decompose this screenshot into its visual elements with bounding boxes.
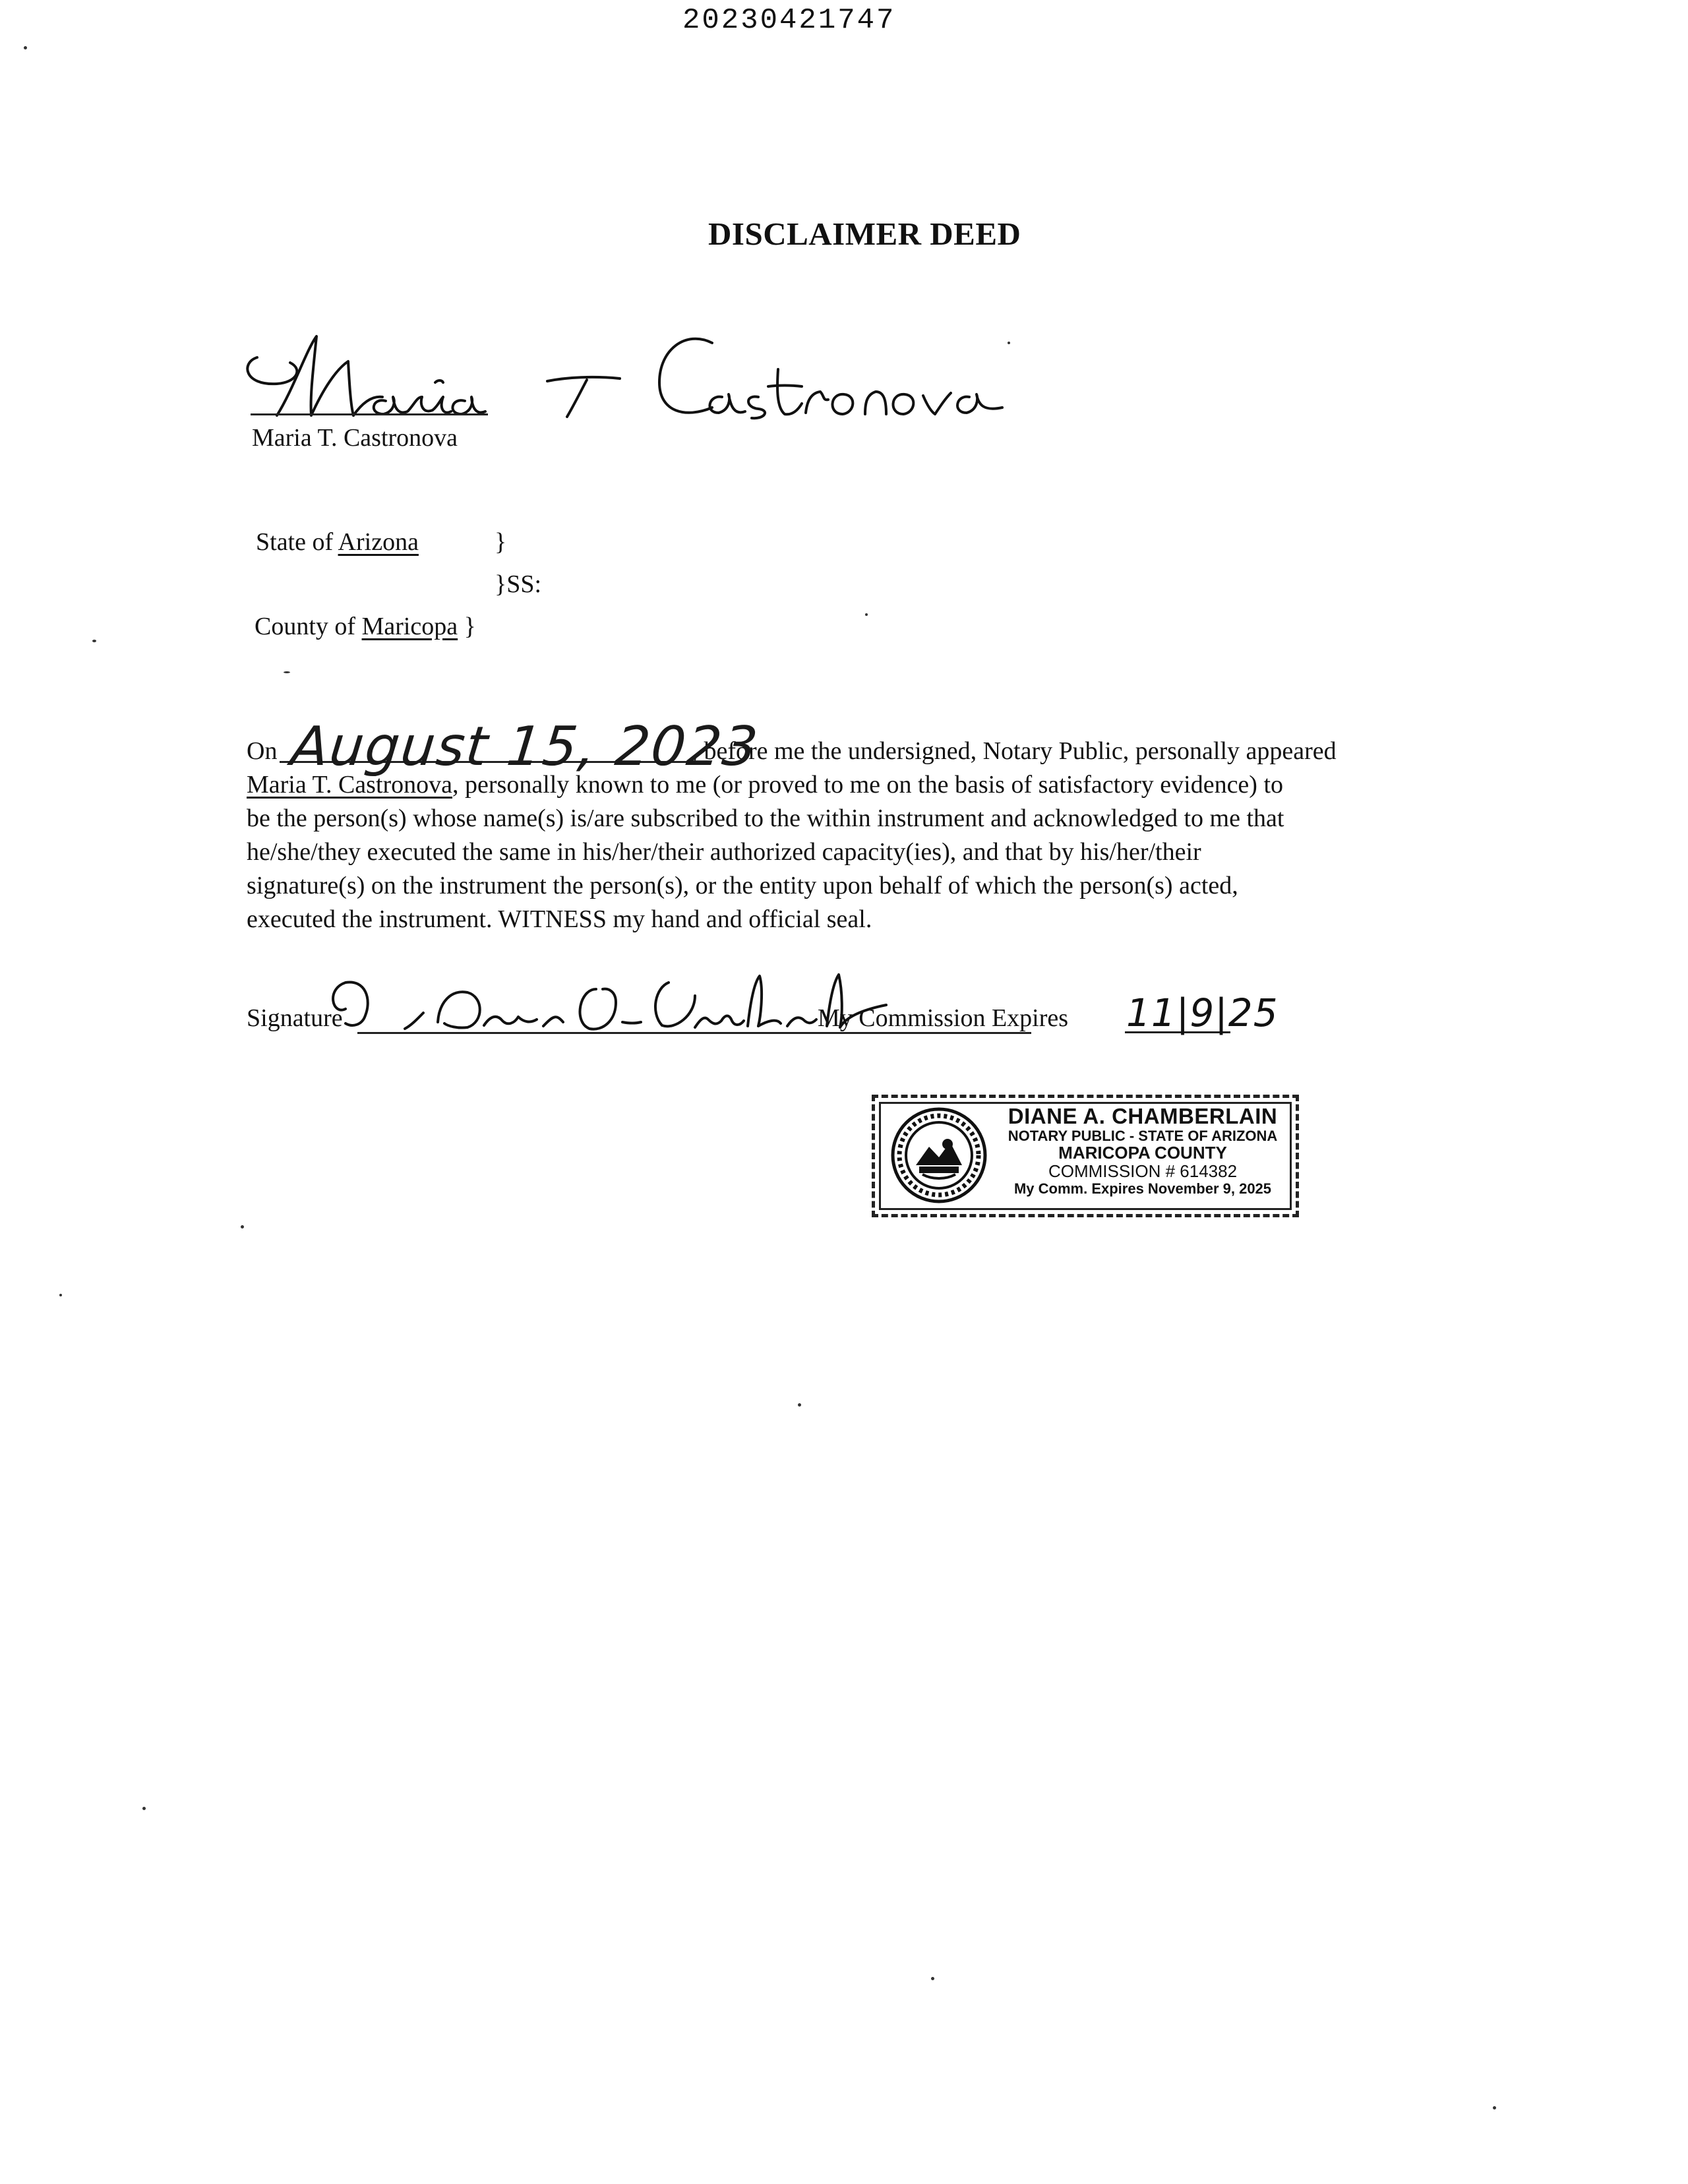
notary-signature-line [247, 976, 1499, 1048]
stamp-commission-number: COMMISSION # 614382 [1048, 1161, 1238, 1182]
notary-stamp [872, 1095, 1299, 1217]
commission-expires-label: My Commission Expires [818, 1004, 1069, 1032]
ack-line-3: be the person(s) whose name(s) is/are subscribed to the within instrument and acknowledged to me that [247, 804, 1284, 832]
arizona-seal-icon [889, 1106, 988, 1205]
scan-speck [1008, 342, 1010, 344]
notary-stamp-text [1004, 1105, 1281, 1196]
commission-expires-handwritten: 11|9|25 [1126, 990, 1279, 1035]
ack-line-6: executed the instrument. WITNESS my hand and official seal. [247, 905, 872, 933]
signature-label: Signature [247, 1004, 343, 1032]
stamp-expiration: My Comm. Expires November 9, 2025 [1013, 1180, 1272, 1197]
recording-number: 20230421747 [682, 4, 896, 37]
grantor-signature-rule [251, 413, 488, 415]
scan-speck [241, 1225, 244, 1228]
ack-line-1 [247, 715, 1473, 778]
state-label: State of [256, 528, 334, 556]
scan-speck [284, 671, 290, 673]
ack-date-handwritten: August 15, 2023 [288, 715, 762, 778]
ack-line-5: signature(s) on the instrument the person(s), or the entity upon behalf of which the person(s) acted, [247, 872, 1238, 899]
scan-speck [1493, 2106, 1496, 2109]
scan-speck [142, 1807, 146, 1810]
state-value: Arizona [338, 528, 419, 556]
grantor-printed-name: Maria T. Castronova [252, 424, 458, 452]
venue-brace-1: } [495, 528, 507, 556]
scan-speck [59, 1294, 62, 1296]
stamp-county: MARICOPA COUNTY [1058, 1143, 1227, 1163]
scan-speck [931, 1977, 934, 1980]
document-title: DISCLAIMER DEED [708, 216, 1021, 252]
ack-on: On [247, 737, 278, 765]
scan-speck [865, 613, 868, 616]
scan-speck [92, 640, 96, 642]
commission-expires-blank [1125, 990, 1279, 1035]
acknowledgment-paragraph [247, 715, 1473, 936]
venue-brace-2: } [464, 613, 476, 640]
venue-state-row [256, 528, 419, 557]
venue-ss: }SS: [495, 570, 542, 598]
ack-appeared-name: Maria T. Castronova [247, 771, 453, 799]
ack-date-blank [280, 715, 762, 778]
stamp-notary-name: DIANE A. CHAMBERLAIN [1008, 1104, 1278, 1128]
ack-line-4: he/she/they executed the same in his/her/their authorized capacity(ies), and that by his/her/their [247, 838, 1201, 866]
county-value: Maricopa [361, 613, 458, 640]
ack-line-1-text: , before me the undersigned, Notary Public, personally appeared [691, 737, 1337, 765]
county-label: County of [255, 613, 356, 640]
ack-line-2-text: , personally known to me (or proved to me on the basis of satisfactory evidence) to [452, 771, 1284, 799]
scan-speck [798, 1403, 801, 1407]
stamp-notary-title: NOTARY PUBLIC - STATE OF ARIZONA [1008, 1127, 1278, 1144]
grantor-signature-block [251, 323, 1029, 468]
venue-county-row [255, 612, 476, 641]
scan-speck [24, 46, 27, 49]
